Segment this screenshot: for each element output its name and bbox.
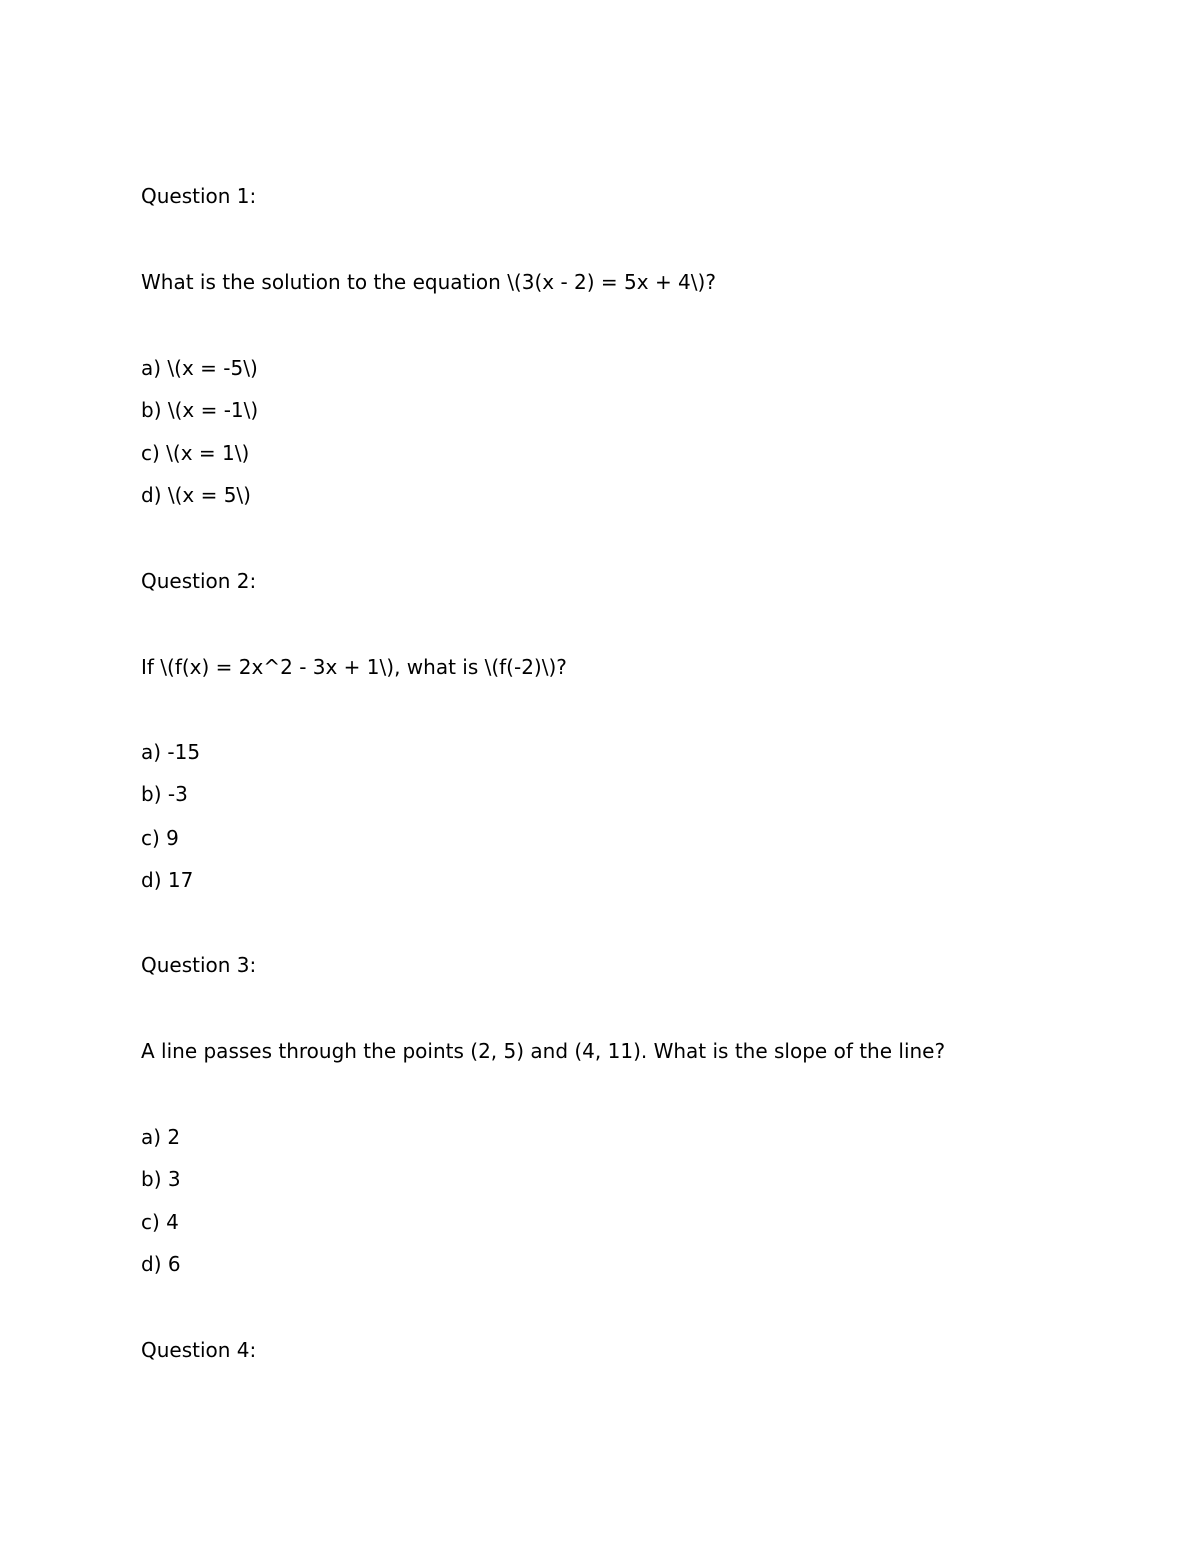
question-2-option-a: a) -15 [141, 740, 201, 764]
question-1-option-d: d) \(x = 5\) [141, 483, 251, 507]
question-3-option-b: b) 3 [141, 1167, 181, 1191]
question-4-heading: Question 4: [141, 1338, 257, 1362]
question-1-option-b: b) \(x = -1\) [141, 398, 259, 422]
question-2-option-b: b) -3 [141, 782, 188, 806]
question-3-prompt: A line passes through the points (2, 5) and (4, 11). What is the slope of the line? [141, 1039, 946, 1063]
question-3-heading: Question 3: [141, 953, 257, 977]
question-2-heading: Question 2: [141, 569, 257, 593]
question-1-prompt: What is the solution to the equation \(3(x - 2) = 5x + 4\)? [141, 270, 716, 294]
question-2-prompt: If \(f(x) = 2x^2 - 3x + 1\), what is \(f(-2)\)? [141, 655, 567, 679]
question-2-option-c: c) 9 [141, 826, 179, 850]
question-3-option-d: d) 6 [141, 1252, 181, 1276]
question-3-option-c: c) 4 [141, 1210, 179, 1234]
question-1-heading: Question 1: [141, 184, 257, 208]
question-1-option-c: c) \(x = 1\) [141, 441, 250, 465]
question-1-option-a: a) \(x = -5\) [141, 356, 258, 380]
question-3-option-a: a) 2 [141, 1125, 181, 1149]
question-2-option-d: d) 17 [141, 868, 194, 892]
